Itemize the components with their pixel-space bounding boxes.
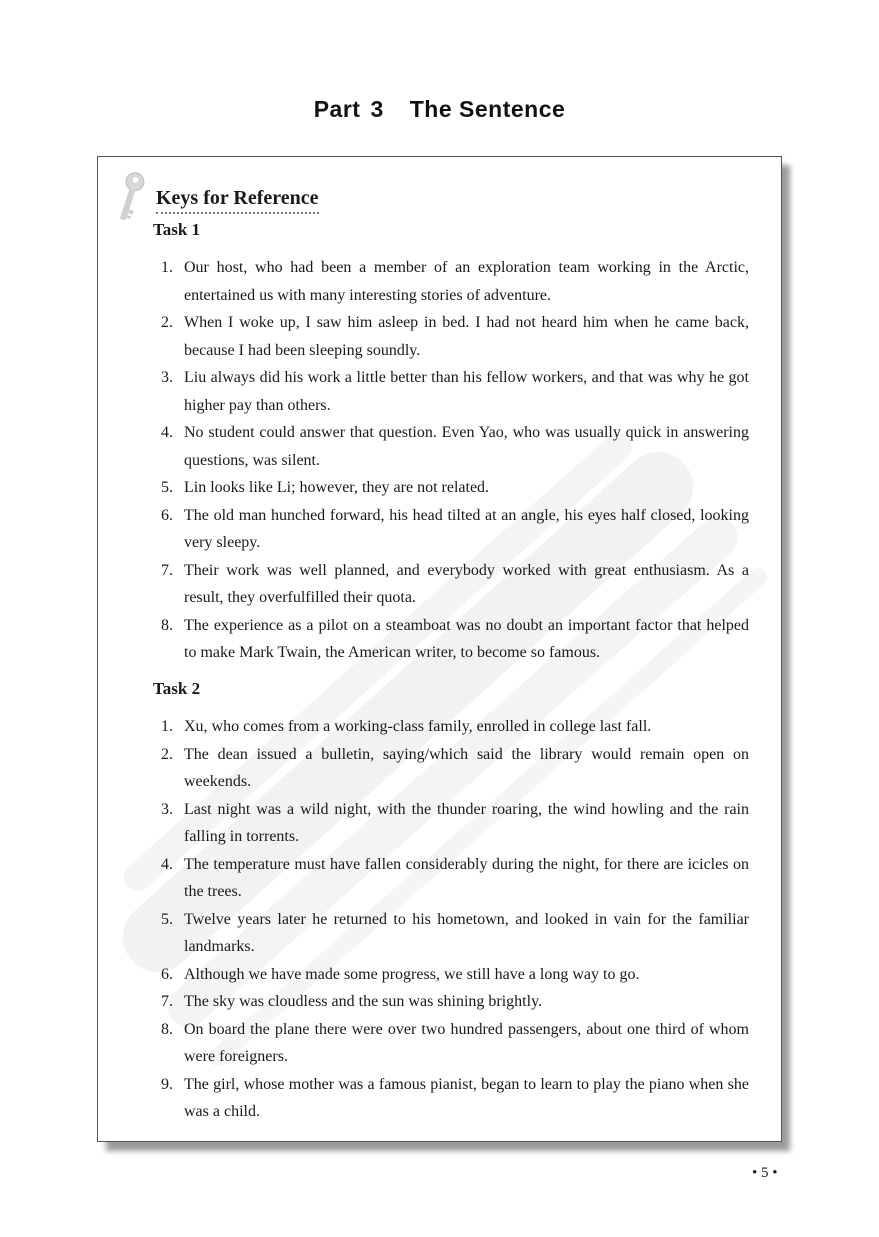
list-item: 5. Lin looks like Li; however, they are not related. — [161, 479, 490, 496]
part-label: Part — [313, 96, 361, 122]
list-item: 7. Their work was well planned, and everybody worked with great enthusiasm. As a result, they overfulfilled their quota. — [161, 561, 749, 606]
list-item: 8. On board the plane there were over two hundred passengers, about one third of whom were foreigners. — [161, 1020, 749, 1065]
task2-label: Task 2 — [153, 679, 201, 698]
list-item: 1. Our host, who had been a member of an exploration team working in the Arctic, entertained us with many interesting stories of adventure. — [161, 259, 749, 304]
list-item: 3. Liu always did his work a little better than his fellow workers, and that was why he got higher pay than others. — [161, 369, 749, 414]
list-item: 6. The old man hunched forward, his head tilted at an angle, his eyes half closed, looking very sleepy. — [161, 506, 749, 551]
answer-box — [97, 156, 782, 1142]
list-item: 9. The girl, whose mother was a famous pianist, began to learn to play the piano when she was a child. — [161, 1075, 749, 1120]
list-item: 4. No student could answer that question. Even Yao, who was usually quick in answering questions, was silent. — [161, 424, 749, 469]
task1-list — [153, 254, 749, 667]
list-item: 2. When I woke up, I saw him asleep in bed. I had not heard him when he came back, because I had been sleeping soundly. — [161, 314, 749, 359]
part-number: 3 — [370, 96, 384, 122]
page-title — [0, 96, 879, 123]
part-title: The Sentence — [409, 96, 566, 122]
list-item: 7. The sky was cloudless and the sun was shining brightly. — [161, 993, 543, 1010]
list-item: 3. Last night was a wild night, with the thunder roaring, the wind howling and the rain falling in torrents. — [161, 800, 749, 845]
page-number: • 5 • — [752, 1165, 778, 1181]
list-item: 2. The dean issued a bulletin, saying/which said the library would remain open on weekends. — [161, 745, 749, 790]
task1-label: Task 1 — [153, 220, 201, 239]
section-title: Keys for Reference — [156, 187, 319, 214]
list-item: 5. Twelve years later he returned to his hometown, and looked in vain for the familiar landmarks. — [161, 910, 749, 955]
key-icon — [112, 169, 148, 225]
list-item: 4. The temperature must have fallen considerably during the night, for there are icicles on the trees. — [161, 855, 749, 900]
task2-list — [153, 713, 749, 1126]
list-item: 8. The experience as a pilot on a steamboat was no doubt an important factor that helped to make Mark Twain, the American writer, to become so famous. — [161, 616, 749, 661]
list-item: 1. Xu, who comes from a working-class family, enrolled in college last fall. — [161, 718, 652, 735]
list-item: 6. Although we have made some progress, we still have a long way to go. — [161, 965, 640, 983]
